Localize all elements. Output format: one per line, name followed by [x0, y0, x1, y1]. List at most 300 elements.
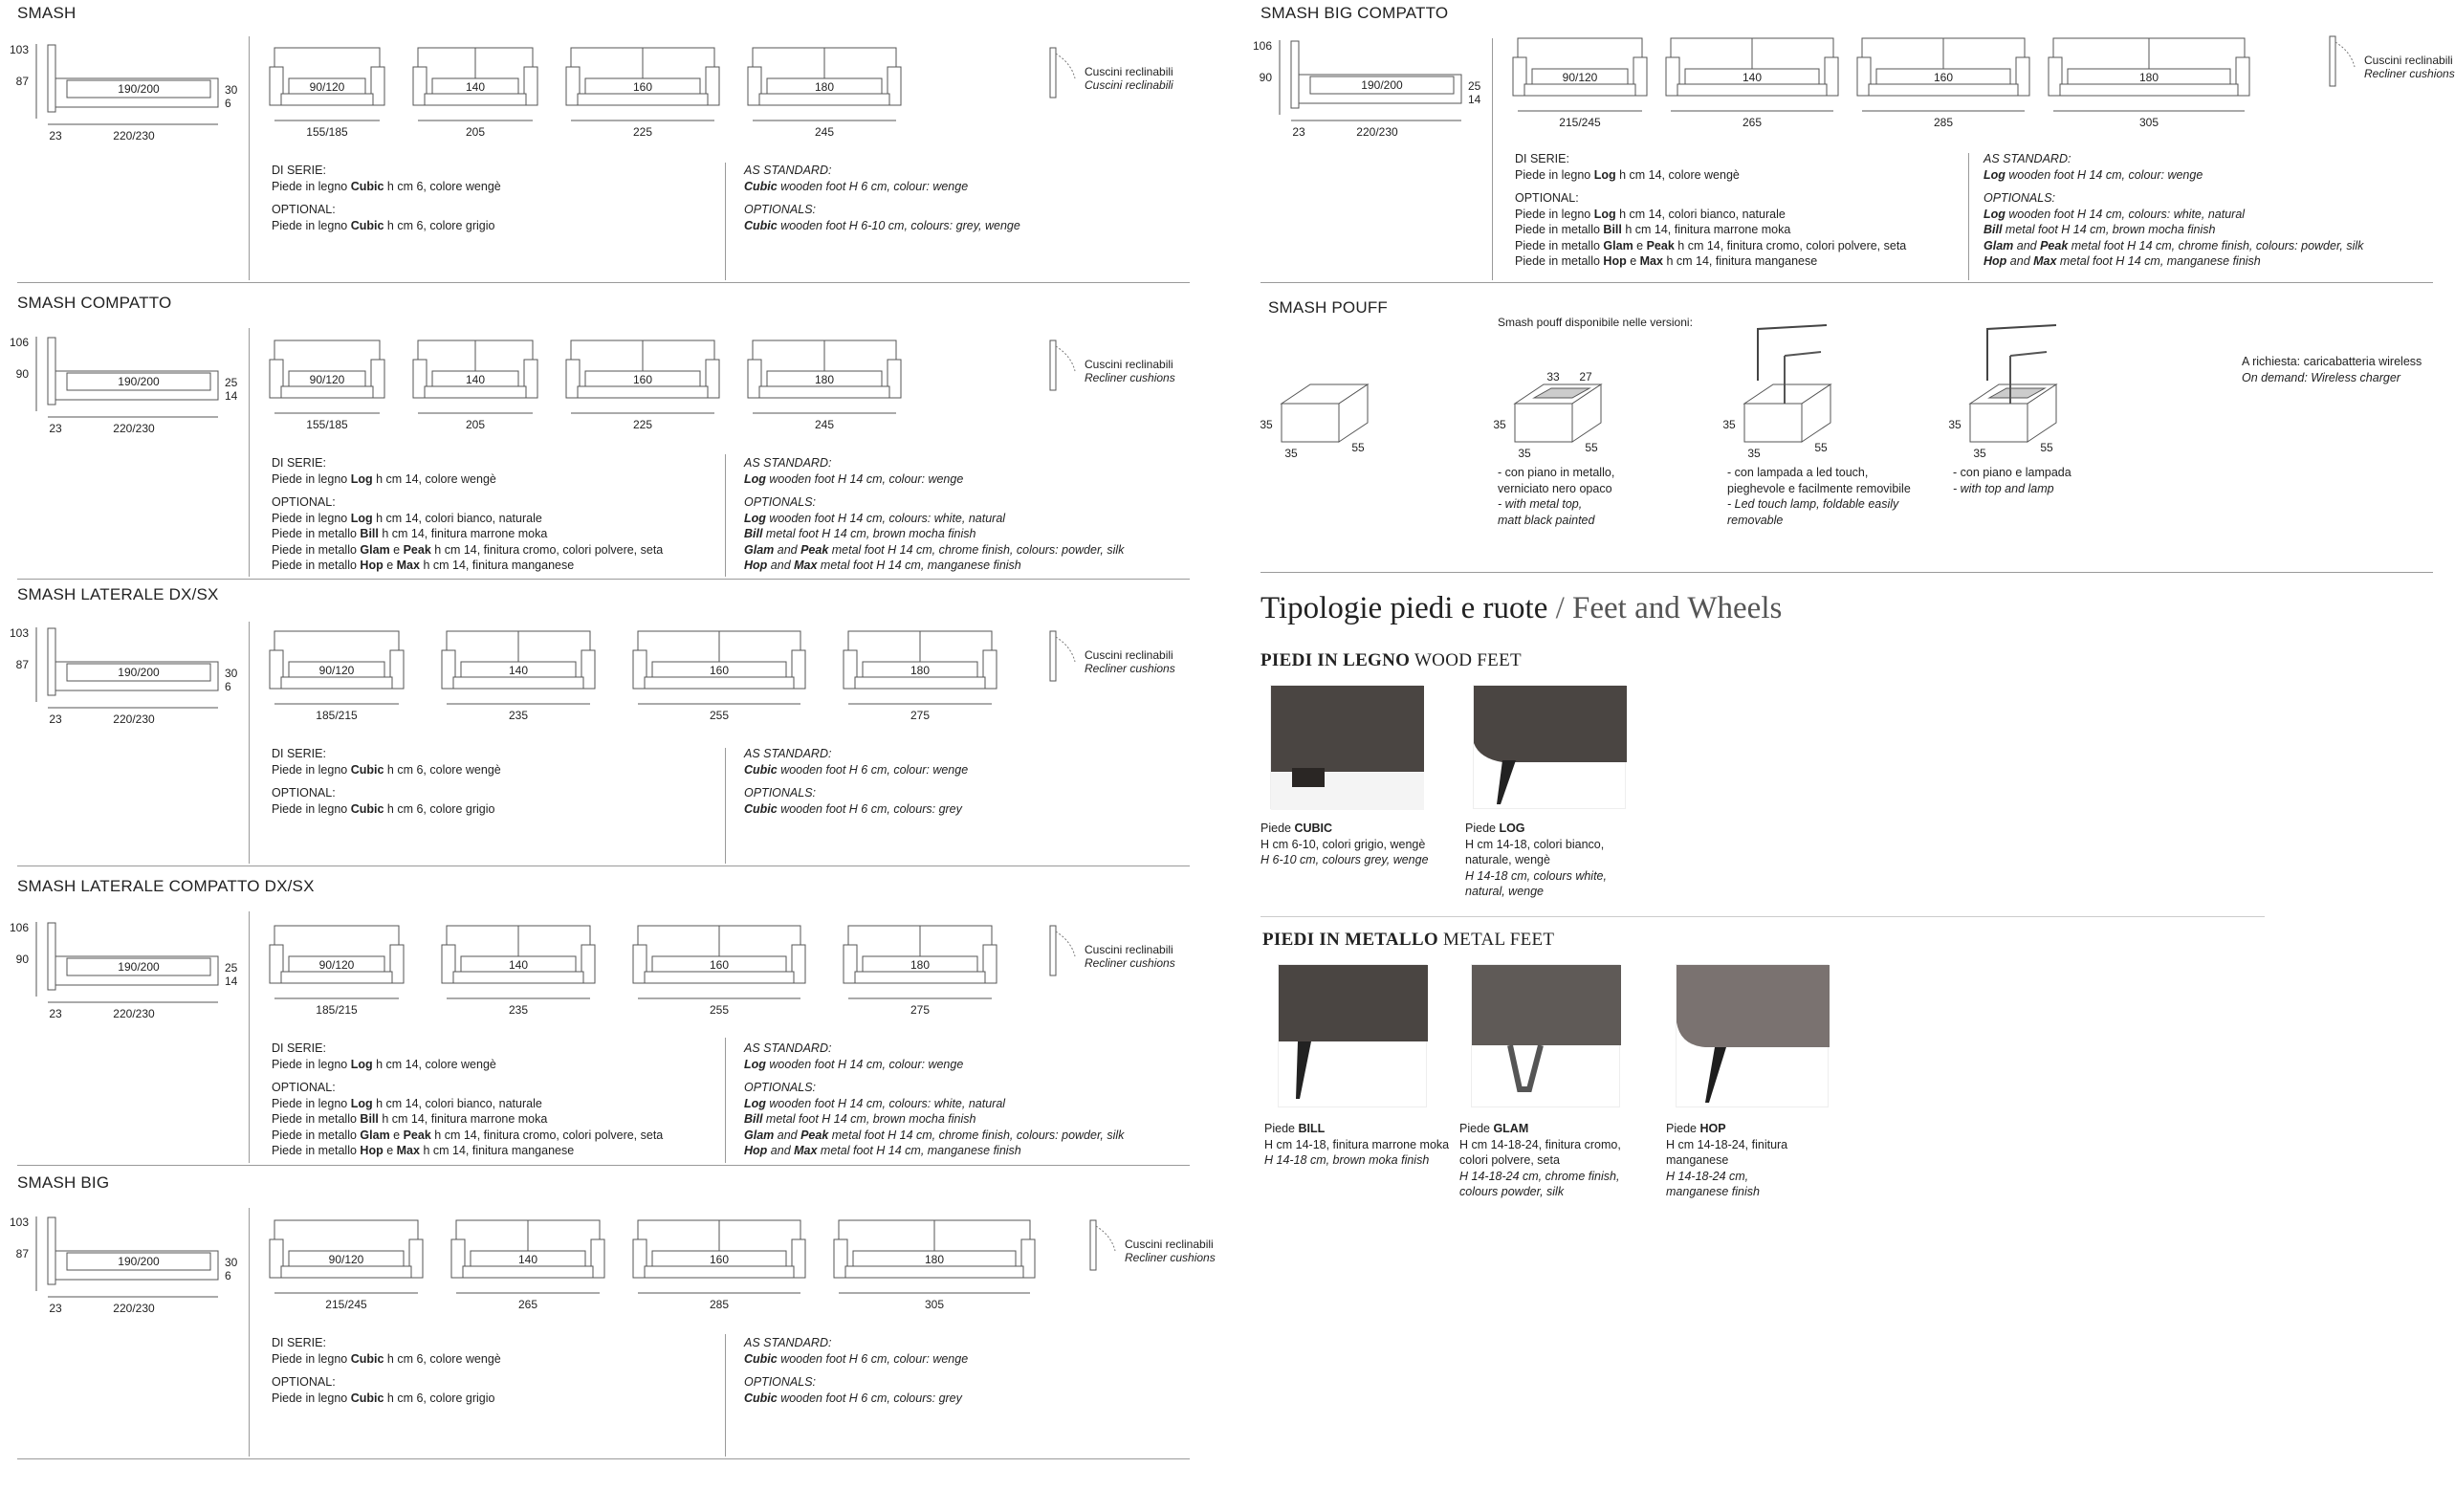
sec-smash-laterale-compatto-opt-en-part: Peak	[800, 1128, 829, 1142]
mattress-width-label: 160	[709, 958, 730, 972]
sec-smash-laterale-compatto-opt-line	[272, 1128, 663, 1144]
sec-smash-big-compatto-opt-en-part: Peak	[2040, 238, 2069, 252]
sec-smash-laterale-opt-heading: OPTIONAL:	[272, 786, 336, 800]
headboard	[1291, 41, 1299, 108]
sec-smash-laterale-std-heading-en: AS STANDARD:	[744, 747, 832, 760]
pouff-bottom-rule	[1260, 572, 2433, 573]
sec-smash-title: SMASH	[17, 4, 77, 22]
sec-smash-compatto-std-part: Piede in legno	[272, 471, 351, 486]
sec-smash-compatto-opt-part: h cm 14, finitura cromo, colori polvere, seta	[430, 542, 664, 557]
sec-smash-big-compatto-cushion-icon	[2322, 33, 2370, 90]
sec-smash-laterale-std-en-part: Cubic	[744, 762, 778, 777]
sec-smash-big-compatto-opt-heading-en: OPTIONALS:	[1984, 191, 2056, 205]
sec-smash-laterale-opt-heading-en: OPTIONALS:	[744, 786, 817, 800]
sec-smash-big-compatto-opt-en-part: wooden foot H 14 cm, colours: white, natural	[2005, 207, 2246, 221]
depth-label: 23	[49, 712, 62, 726]
pouff-height-label: 35	[1260, 418, 1273, 431]
mattress-width-label: 160	[632, 373, 653, 386]
bed-base	[281, 94, 373, 105]
sec-smash-big-compatto-std-part: Log	[1593, 167, 1616, 182]
sec-smash-std-part: Cubic	[350, 179, 384, 193]
fabric	[1271, 686, 1424, 772]
pouff-caption-led-en: removable	[1727, 513, 1784, 527]
pouff-width-label: 55	[2040, 441, 2053, 454]
sec-smash-laterale-opt-en-part: wooden foot H 6 cm, colours: grey	[777, 801, 962, 816]
bed-base	[645, 677, 794, 689]
sec-smash-std-heading-en: AS STANDARD:	[744, 164, 832, 177]
length-label: 220/230	[1356, 125, 1398, 139]
pouff-drawing	[1253, 365, 1406, 461]
sec-smash-laterale-front-view-2	[442, 622, 595, 727]
sec-smash-front-view-4	[748, 38, 901, 143]
foot-prefix: Piede	[1459, 1122, 1494, 1135]
sec-smash-big-compatto-opt-en-part: Glam	[1984, 238, 2014, 252]
sec-smash-compatto-opt-part: e	[383, 559, 397, 572]
foot-desc-it: H cm 14-18-24, finitura	[1666, 1137, 1788, 1151]
seat-height-label: 25	[225, 961, 238, 975]
sec-smash-big-compatto-opt-en-part: Log	[1984, 207, 2006, 221]
sec-smash-big-opt-heading: OPTIONAL:	[272, 1375, 336, 1389]
sec-smash-compatto-front-view-1	[270, 331, 384, 436]
sec-smash-compatto-opt-line	[272, 542, 663, 559]
headboard-height-label: 87	[15, 658, 29, 671]
sec-smash-compatto-std-en-part: wooden foot H 14 cm, colour: wenge	[765, 471, 964, 486]
sec-smash-laterale-compatto-opt-part: Max	[396, 1144, 420, 1157]
mattress-width-label: 140	[1742, 71, 1763, 84]
sec-smash-opt-en-part: wooden foot H 6-10 cm, colours: grey, wenge	[777, 218, 1020, 232]
sec-smash-laterale-compatto-front-view-3	[633, 916, 805, 1021]
sec-smash-laterale-compatto-opt-en-part: metal foot H 14 cm, chrome finish, colours: powder, silk	[828, 1128, 1125, 1142]
sec-smash-laterale-compatto-opt-en-part: Hop	[744, 1144, 768, 1157]
sec-smash-big-compatto-opt-part: Piede in metallo	[1515, 254, 1604, 268]
recline-arc	[1056, 54, 1075, 78]
sec-smash-laterale-compatto-front-view-4	[844, 916, 997, 1021]
sec-smash-laterale-compatto-opt-line	[272, 1096, 663, 1112]
foot-name-row	[1666, 1121, 1787, 1137]
pouff-width-label: 55	[1351, 441, 1365, 454]
sec-smash-laterale-compatto-opt-part: h cm 14, colori bianco, naturale	[372, 1096, 542, 1110]
sec-smash-compatto-opt-en-line	[744, 558, 1124, 574]
sec-smash-big-col-divider	[725, 1334, 726, 1457]
metal-feet-en: METAL FEET	[1442, 930, 1555, 950]
cushion-shape	[1050, 926, 1056, 975]
total-height-label: 106	[9, 921, 29, 934]
sec-smash-compatto-opt-part: Max	[396, 559, 420, 572]
sec-smash-front-view-1	[270, 38, 384, 143]
sec-smash-big-compatto-divider	[1492, 38, 1493, 280]
total-width-label: 185/215	[316, 709, 358, 722]
sec-smash-compatto-cushion-en: Recliner cushions	[1085, 371, 1175, 384]
pouff-caption-metal-top-it: verniciato nero opaco	[1498, 481, 1612, 495]
sec-smash-big-compatto-opt-en-part: metal foot H 14 cm, brown mocha finish	[2002, 223, 2216, 236]
sec-smash-laterale-compatto-opt-part: Piede in metallo	[272, 1144, 361, 1157]
sec-smash-big-compatto-std-part: h cm 14, colore wengè	[1615, 167, 1740, 182]
sec-smash-big-compatto-cushion-en: Recliner cushions	[2364, 67, 2455, 80]
foot-desc-en: manganese finish	[1666, 1185, 1760, 1198]
sec-smash-laterale-compatto-std-part: Piede in legno	[272, 1057, 351, 1071]
sec-smash-compatto-opt-part: h cm 14, finitura marrone moka	[378, 527, 548, 540]
recline-arc	[2335, 42, 2355, 67]
foot-desc-en: H 14-18-24 cm,	[1666, 1169, 1749, 1183]
sec-smash-compatto-opt-en-part: metal foot H 14 cm, chrome finish, colours: powder, silk	[828, 542, 1125, 557]
sec-smash-laterale-title: SMASH LATERALE DX/SX	[17, 585, 219, 603]
total-width-label: 275	[910, 709, 931, 722]
sec-smash-laterale-compatto-opt-heading-en: OPTIONALS:	[744, 1081, 817, 1094]
sec-smash-big-compatto-side-view	[1252, 27, 1481, 142]
sec-smash-laterale-compatto-front-view-2	[442, 916, 595, 1021]
sec-smash-laterale-cushion-icon	[1042, 627, 1090, 685]
foot-desc-it: manganese	[1666, 1153, 1729, 1167]
lamp-post-2	[1980, 325, 2066, 383]
sec-smash-laterale-compatto-std-en-part: wooden foot H 14 cm, colour: wenge	[765, 1057, 964, 1071]
mattress-width-label: 140	[508, 958, 529, 972]
mattress-width-label: 90/120	[328, 1253, 364, 1266]
pouff-caption-led-it: - con lampada a led touch,	[1727, 466, 1869, 479]
sec-smash-cushion-en: Cuscini reclinabili	[1085, 78, 1173, 92]
sec-smash-compatto-opt-heading-en: OPTIONALS:	[744, 495, 817, 509]
front-drawing	[566, 38, 719, 143]
feet-heading-en: Feet and Wheels	[1572, 591, 1783, 625]
sec-smash-laterale-compatto-opt-part: h cm 14, finitura manganese	[419, 1144, 575, 1157]
sec-smash-big-cushion-it: Cuscini reclinabili	[1125, 1238, 1214, 1251]
foot-desc-en: colours powder, silk	[1459, 1185, 1565, 1198]
sec-smash-laterale-compatto-spacer	[272, 1072, 663, 1080]
seat-height-label: 25	[225, 376, 238, 389]
sec-smash-compatto-std-part: Log	[350, 471, 373, 486]
sec-smash-big-compatto-opt-en-part: and	[2006, 254, 2034, 268]
total-width-label: 185/215	[316, 1003, 358, 1017]
sec-smash-compatto-opt-en-line	[744, 542, 1124, 559]
sec-smash-opt-part: Cubic	[350, 218, 384, 232]
sec-smash-laterale-compatto-opt-heading: OPTIONAL:	[272, 1081, 336, 1094]
sec-smash-big-compatto-opt-heading: OPTIONAL:	[1515, 191, 1579, 205]
total-width-label: 215/245	[1559, 116, 1601, 129]
depth-label: 23	[1292, 125, 1305, 139]
total-width-label: 265	[1742, 116, 1763, 129]
sec-smash-laterale-std-en-line	[744, 762, 968, 778]
total-width-label: 245	[814, 125, 835, 139]
pouff-front	[1744, 404, 1802, 442]
total-width-label: 265	[517, 1298, 538, 1311]
total-height-label: 106	[9, 336, 29, 349]
sec-smash-big-compatto-spacer	[1515, 183, 1906, 190]
sec-smash-big-compatto-opt-part: Glam	[1603, 238, 1633, 252]
sec-smash-compatto-cushion-it: Cuscini reclinabili	[1085, 358, 1173, 371]
total-width-label: 275	[910, 1003, 931, 1017]
sec-smash-std-en-line	[744, 179, 1020, 195]
headboard	[48, 628, 55, 695]
sec-smash-front-view-3	[566, 38, 719, 143]
sec-smash-big-compatto-opt-line	[1515, 238, 1906, 254]
seat-height-label: 30	[225, 667, 238, 680]
total-width-label: 215/245	[325, 1298, 367, 1311]
sec-smash-big-compatto-opt-line	[1515, 207, 1906, 223]
mattress-width-label: 160	[1933, 71, 1954, 84]
seat-height-label: 30	[225, 83, 238, 97]
sec-smash-big-compatto-opt-part: e	[1633, 238, 1647, 252]
sec-smash-compatto-side-view	[9, 323, 238, 438]
foot-desc-en: H 14-18 cm, colours white,	[1465, 868, 1607, 883]
sec-smash-laterale-compatto-side-drawing	[9, 909, 238, 1023]
bed-base	[2060, 84, 2238, 96]
pouff-caption-led-en: - Led touch lamp, foldable easily	[1727, 497, 1899, 511]
foot-caption-log	[1465, 821, 1607, 900]
feet-heading-sep: /	[1547, 591, 1573, 625]
sec-smash-compatto-opt-part: Bill	[360, 527, 379, 540]
mattress-size-label: 190/200	[118, 375, 160, 388]
sec-smash-big-compatto-opt-part: e	[1626, 254, 1640, 268]
foot-height-label: 6	[225, 97, 231, 110]
pouff-versions-label: Smash pouff disponibile nelle versioni:	[1498, 316, 1693, 329]
feet-heading	[1260, 591, 1782, 626]
wood-feet-en: WOOD FEET	[1414, 650, 1522, 670]
foot-name-row	[1459, 1121, 1621, 1137]
sec-smash-laterale-opt-en-line	[744, 801, 968, 818]
sec-smash-big-opt-en-line	[744, 1391, 968, 1407]
mattress-width-label: 90/120	[318, 958, 355, 972]
pouff-height-label: 35	[1722, 418, 1736, 431]
recliner-cushion-icon	[1042, 44, 1090, 101]
sec-smash-laterale-compatto-opt-part: Hop	[360, 1144, 384, 1157]
sec-smash-big-compatto-opt-part: Piede in legno	[1515, 207, 1594, 221]
total-width-label: 245	[814, 418, 835, 431]
foot-desc-it: H cm 14-18, colori bianco,	[1465, 837, 1605, 851]
bed-base	[855, 677, 985, 689]
pouff-caption-top-lamp	[1953, 465, 2071, 496]
sec-smash-std-en-part: Cubic	[744, 179, 778, 193]
front-drawing	[844, 916, 997, 1021]
sec-smash-big-spacer	[744, 1367, 968, 1374]
foot-illustration-log	[1474, 686, 1627, 810]
sec-smash-laterale-compatto-opt-en-part: and	[767, 1144, 795, 1157]
foot-caption-cubic	[1260, 821, 1429, 868]
mattress-width-label: 160	[709, 1253, 730, 1266]
pouff-depth-label: 35	[1518, 447, 1531, 460]
sec-smash-laterale-divider	[249, 622, 250, 864]
sec-smash-laterale-compatto-std-heading: DI SERIE:	[272, 1041, 326, 1055]
sec-smash-big-compatto-opt-part: Hop	[1603, 254, 1627, 268]
sec-smash-laterale-front-view-1	[270, 622, 404, 727]
foot-desc-en: natural, wenge	[1465, 885, 1545, 898]
sec-smash-big-std-line	[272, 1351, 501, 1368]
sec-smash-laterale-cushion-label	[1085, 648, 1175, 675]
lamp-post	[1980, 325, 2066, 383]
sec-smash-compatto-spec-en	[744, 455, 1124, 574]
front-drawing	[2049, 29, 2249, 134]
sec-smash-big-compatto-opt-part: Max	[1639, 254, 1663, 268]
sec-smash-laterale-compatto-opt-en-line	[744, 1143, 1124, 1159]
pouff-caption-metal-top-en: matt black painted	[1498, 513, 1595, 527]
sec-smash-big-compatto-opt-part: Piede in metallo	[1515, 238, 1604, 252]
bed-base	[578, 386, 708, 398]
sec-smash-big-compatto-opt-en-part: metal foot H 14 cm, manganese finish	[2056, 254, 2261, 268]
headboard-height-label: 90	[1259, 71, 1272, 84]
sec-smash-big-std-en-part: Cubic	[744, 1351, 778, 1366]
sec-smash-big-compatto-std-en-line	[1984, 167, 2363, 184]
sec-smash-laterale-compatto-opt-part: Piede in metallo	[272, 1128, 361, 1142]
sec-smash-laterale-compatto-spec-en	[744, 1041, 1124, 1159]
seat-height-label: 25	[1468, 79, 1481, 93]
pouff-front	[1282, 404, 1339, 442]
sec-smash-compatto-opt-en-part: Log	[744, 511, 766, 525]
sec-smash-laterale-cushion-en: Recliner cushions	[1085, 662, 1175, 675]
sec-smash-big-compatto-opt-part: Piede in metallo	[1515, 223, 1604, 236]
sec-smash-laterale-compatto-opt-en-part: metal foot H 14 cm, manganese finish	[817, 1144, 1021, 1157]
top-depth-label: 33	[1546, 370, 1560, 383]
pouff-height-label: 35	[1493, 418, 1506, 431]
sec-smash-compatto-bottom-rule	[17, 579, 1190, 580]
pouff-depth-label: 35	[1973, 447, 1986, 460]
total-width-label: 205	[465, 125, 486, 139]
sec-smash-front-view-2	[413, 38, 537, 143]
total-width-label: 225	[632, 418, 653, 431]
foot-photo-cubic	[1270, 685, 1423, 809]
bed-base	[281, 1266, 411, 1278]
sec-smash-big-cushion-label	[1125, 1238, 1216, 1264]
sec-smash-laterale-side-view	[9, 614, 238, 729]
foot-caption-bill	[1264, 1121, 1449, 1169]
sec-smash-big-divider	[249, 1208, 250, 1457]
sec-smash-compatto-opt-line	[272, 511, 663, 527]
sec-smash-compatto-opt-en-part: wooden foot H 14 cm, colours: white, natural	[765, 511, 1006, 525]
sec-smash-big-compatto-spacer	[1984, 183, 2363, 190]
length-label: 220/230	[113, 1302, 155, 1315]
sec-smash-laterale-compatto-opt-en-part: Bill	[744, 1112, 763, 1126]
cushion-shape	[1050, 48, 1056, 98]
total-height-label: 103	[9, 1216, 29, 1229]
front-drawing	[442, 916, 595, 1021]
total-height-label: 106	[1252, 39, 1272, 53]
foot-name-row	[1260, 821, 1429, 837]
bed-base	[645, 1266, 794, 1278]
cubic-foot	[1292, 768, 1325, 787]
foot-name: BILL	[1298, 1122, 1326, 1135]
sec-smash-laterale-compatto-opt-part: e	[383, 1144, 397, 1157]
sec-smash-laterale-compatto-opt-part: h cm 14, finitura cromo, colori polvere, seta	[430, 1128, 664, 1142]
foot-illustration-glam	[1472, 965, 1621, 1108]
bed-base	[453, 677, 583, 689]
sec-smash-laterale-compatto-side-view	[9, 909, 238, 1023]
sec-smash-laterale-compatto-opt-part: Log	[350, 1096, 373, 1110]
total-width-label: 255	[709, 1003, 730, 1017]
sec-smash-cushion-icon	[1042, 44, 1090, 101]
sec-smash-laterale-compatto-std-part: Log	[350, 1057, 373, 1071]
sec-smash-laterale-compatto-opt-en-part: Log	[744, 1096, 766, 1110]
foot-photo-log	[1473, 685, 1626, 809]
sec-smash-compatto-opt-en-part: Glam	[744, 542, 775, 557]
metal-feet-heading	[1262, 930, 1554, 951]
front-drawing	[270, 1211, 423, 1316]
sec-smash-compatto-front-view-2	[413, 331, 537, 436]
total-width-label: 235	[508, 709, 529, 722]
sec-smash-laterale-compatto-opt-line	[272, 1111, 663, 1128]
mattress-size-label: 190/200	[118, 666, 160, 679]
sec-smash-compatto-opt-en-part: Max	[794, 559, 818, 572]
pouff-front	[1515, 404, 1572, 442]
sec-smash-big-compatto-opt-part: Bill	[1603, 223, 1622, 236]
total-width-label: 285	[709, 1298, 730, 1311]
sec-smash-big-std-part: Piede in legno	[272, 1351, 351, 1366]
sec-smash-laterale-spacer	[744, 778, 968, 785]
foot-desc-it: H cm 14-18, finitura marrone moka	[1264, 1137, 1450, 1151]
sec-smash-big-front-view-3	[633, 1211, 805, 1316]
total-width-label: 155/185	[306, 418, 348, 431]
depth-label: 23	[49, 1302, 62, 1315]
front-drawing	[748, 38, 901, 143]
sec-smash-laterale-side-drawing	[9, 614, 238, 729]
sec-smash-compatto-std-line	[272, 471, 663, 488]
headboard-height-label: 87	[15, 75, 29, 88]
sec-smash-compatto-opt-part: Piede in metallo	[272, 542, 361, 557]
sec-smash-compatto-opt-en-part: and	[767, 559, 795, 572]
sec-smash-laterale-compatto-std-en-line	[744, 1057, 1124, 1073]
mattress-width-label: 180	[910, 958, 931, 972]
recline-arc	[1056, 931, 1075, 956]
sec-smash-big-std-en-part: wooden foot H 6 cm, colour: wenge	[777, 1351, 969, 1366]
sec-smash-big-compatto-opt-en-line	[1984, 253, 2363, 270]
sec-smash-cushion-it: Cuscini reclinabili	[1085, 65, 1173, 78]
sec-smash-compatto-opt-part: Piede in metallo	[272, 559, 361, 572]
cushion-shape	[2330, 36, 2335, 86]
sec-smash-laterale-compatto-front-view-1	[270, 916, 404, 1021]
bed-base	[463, 1266, 593, 1278]
mattress-size-label: 190/200	[1361, 78, 1403, 92]
sec-smash-laterale-compatto-std-part: h cm 14, colore wengè	[372, 1057, 496, 1071]
sec-smash-compatto-opt-line	[272, 558, 663, 574]
sec-smash-side-drawing	[9, 31, 238, 145]
sec-smash-compatto-opt-line	[272, 526, 663, 542]
sec-smash-big-compatto-std-en-part: wooden foot H 14 cm, colour: wenge	[2005, 167, 2203, 182]
log-foot	[1497, 760, 1516, 804]
foot-desc-en: H 6-10 cm, colours grey, wenge	[1260, 853, 1429, 866]
sec-smash-big-compatto-opt-en-line	[1984, 207, 2363, 223]
sec-smash-big-bottom-rule	[17, 1458, 1190, 1459]
sec-smash-compatto-opt-en-part: Bill	[744, 527, 763, 540]
sec-smash-big-compatto-cushion-it: Cuscini reclinabili	[2364, 54, 2453, 67]
sec-smash-big-opt-heading-en: OPTIONALS:	[744, 1375, 817, 1389]
sec-smash-big-std-heading-en: AS STANDARD:	[744, 1336, 832, 1349]
sec-smash-laterale-compatto-opt-en-part: Glam	[744, 1128, 775, 1142]
lamp-post-1	[1750, 325, 1836, 383]
total-width-label: 255	[709, 709, 730, 722]
sec-smash-laterale-compatto-spacer	[744, 1072, 1124, 1080]
cushion-shape	[1050, 340, 1056, 390]
sec-smash-big-side-drawing	[9, 1203, 238, 1318]
sec-smash-big-compatto-spec-it	[1515, 151, 1906, 270]
foot-name: CUBIC	[1294, 822, 1333, 835]
bed-base	[281, 677, 392, 689]
front-drawing	[834, 1211, 1035, 1316]
sec-smash-spacer	[272, 194, 501, 202]
sec-smash-laterale-compatto-opt-part: Piede in metallo	[272, 1112, 361, 1126]
recliner-cushion-icon	[1042, 337, 1090, 394]
recline-arc	[1096, 1226, 1115, 1251]
front-drawing	[633, 916, 805, 1021]
sec-smash-laterale-compatto-cushion-en: Recliner cushions	[1085, 956, 1175, 970]
top-width-label: 27	[1579, 370, 1592, 383]
foot-height-label: 6	[225, 1269, 231, 1282]
total-height-label: 103	[9, 626, 29, 640]
sec-smash-big-compatto-opt-part: h cm 14, finitura marrone moka	[1621, 223, 1791, 236]
foot-name: HOP	[1699, 1122, 1726, 1135]
mattress-width-label: 180	[814, 373, 835, 386]
front-drawing	[1857, 29, 2029, 134]
sec-smash-laterale-std-en-part: wooden foot H 6 cm, colour: wenge	[777, 762, 969, 777]
sec-smash-compatto-opt-part: h cm 14, finitura manganese	[419, 559, 575, 572]
headboard	[48, 338, 55, 405]
sec-smash-compatto-opt-part: Peak	[403, 542, 431, 557]
mattress-width-label: 160	[632, 80, 653, 94]
